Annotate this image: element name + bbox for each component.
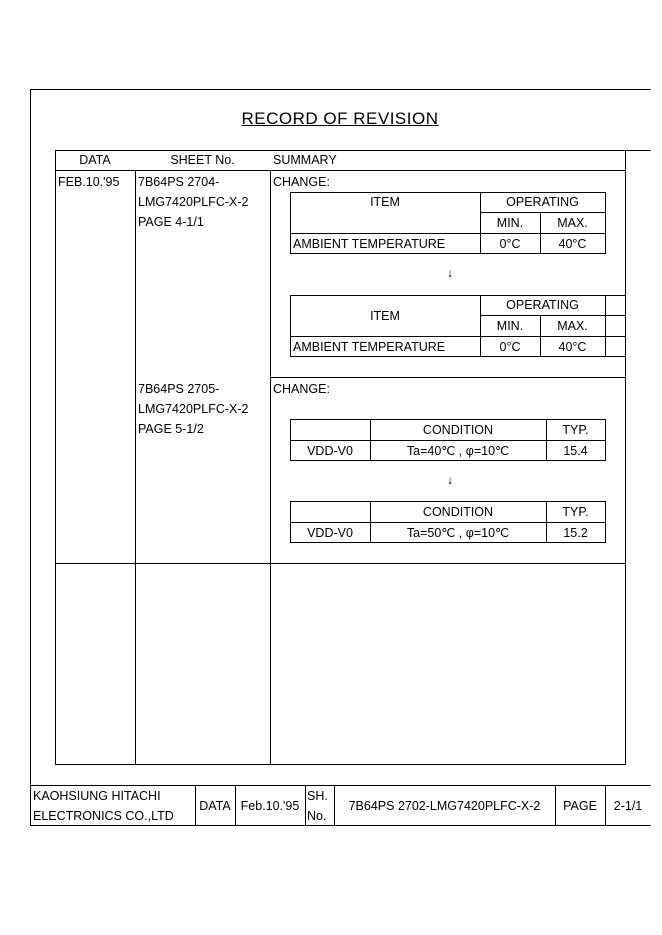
header-summary: SUMMARY — [273, 153, 337, 167]
footer-sh-value: 7B64PS 2702-LMG7420PLFC-X-2 — [348, 799, 541, 813]
rev2-after-typ: 15.2 — [563, 526, 588, 540]
rev1-after-max: 40°C — [558, 340, 587, 354]
rev1-before-operating-header: OPERATING — [506, 195, 579, 209]
rev1-before-max-header: MAX. — [557, 216, 588, 230]
rev1-after-row-item: AMBIENT TEMPERATURE — [293, 340, 446, 354]
rev2-arrow-icon: ↓ — [446, 473, 454, 487]
rev2-after-condition: Ta=50℃ , φ=10℃ — [406, 526, 510, 540]
rev1-sheet-line3: PAGE 4-1/1 — [138, 215, 204, 229]
footer-data-label: DATA — [199, 799, 231, 813]
rev1-change-label: CHANGE: — [273, 175, 330, 189]
page-title: RECORD OF REVISION — [241, 109, 439, 128]
footer-data-value: Feb.10.'95 — [240, 799, 300, 813]
rev2-sheet-line3: PAGE 5-1/2 — [138, 422, 204, 436]
rev1-sheet-line1: 7B64PS 2704- — [138, 175, 220, 189]
rev1-after-operating-header: OPERATING — [506, 298, 579, 312]
header-sheet-no: SHEET No. — [170, 153, 235, 167]
rev1-before-row-item: AMBIENT TEMPERATURE — [293, 237, 446, 251]
rev2-before-condition: Ta=40℃ , φ=10℃ — [406, 444, 510, 458]
rev1-before-item-header: ITEM — [370, 195, 400, 209]
rev2-change-label: CHANGE: — [273, 382, 330, 396]
footer-sh-line1: SH. — [307, 789, 328, 803]
footer-company-line2: ELECTRONICS CO.,LTD — [33, 809, 174, 823]
rev2-after-condition-header: CONDITION — [422, 505, 494, 519]
footer-page-value: 2-1/1 — [613, 799, 643, 813]
rev2-before-typ: 15.4 — [563, 444, 588, 458]
rev2-sheet-line1: 7B64PS 2705- — [138, 382, 220, 396]
rev1-before-min: 0°C — [499, 237, 521, 251]
rev1-after-max-header: MAX. — [557, 319, 588, 333]
rev2-after-row-item: VDD-V0 — [307, 526, 353, 540]
rev2-after-typ-header: TYP. — [562, 505, 589, 519]
rev2-before-row-item: VDD-V0 — [307, 444, 353, 458]
rev1-after-item-header: ITEM — [370, 309, 400, 323]
rev2-before-typ-header: TYP. — [562, 423, 589, 437]
footer-company-line1: KAOHSIUNG HITACHI — [33, 789, 161, 803]
rev1-before-max: 40°C — [558, 237, 587, 251]
rev2-before-condition-header: CONDITION — [422, 423, 494, 437]
footer-sh-line2: No. — [307, 809, 327, 823]
rev1-sheet-line2: LMG7420PLFC-X-2 — [138, 195, 249, 209]
rev1-before-min-header: MIN. — [496, 216, 524, 230]
header-data: DATA — [79, 153, 111, 167]
rev1-after-min: 0°C — [499, 340, 521, 354]
revision-date: FEB.10.'95 — [58, 175, 120, 189]
footer-page-label: PAGE — [563, 799, 597, 813]
rev1-after-min-header: MIN. — [496, 319, 524, 333]
rev2-sheet-line2: LMG7420PLFC-X-2 — [138, 402, 249, 416]
rev1-arrow-icon: ↓ — [446, 266, 454, 280]
